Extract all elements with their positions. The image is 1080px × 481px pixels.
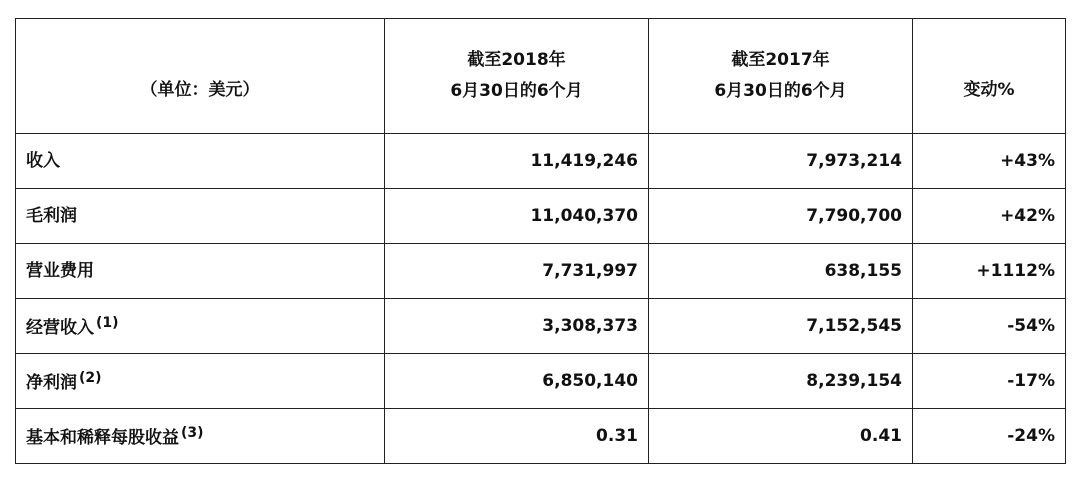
value-2017-cell bbox=[649, 244, 913, 299]
change-value: +42% bbox=[1000, 205, 1055, 226]
unit-label: （单位：美元） bbox=[140, 79, 260, 100]
financial-table-container bbox=[15, 18, 1066, 464]
value-2017-cell bbox=[649, 409, 913, 464]
value-2018-cell bbox=[385, 189, 649, 244]
value-2017-cell bbox=[649, 299, 913, 354]
change-cell bbox=[913, 134, 1066, 189]
change-cell bbox=[913, 299, 1066, 354]
value-2017: 7,152,545 bbox=[806, 315, 902, 336]
table-row bbox=[16, 354, 1066, 409]
table-row bbox=[16, 244, 1066, 299]
change-cell bbox=[913, 244, 1066, 299]
row-label-cell bbox=[16, 134, 385, 189]
value-2018: 11,040,370 bbox=[530, 205, 638, 226]
footnote-marker: (2) bbox=[79, 369, 102, 386]
value-2018: 0.31 bbox=[596, 425, 638, 446]
value-2018: 6,850,140 bbox=[542, 370, 638, 391]
change-header-cell bbox=[913, 19, 1066, 134]
table-row bbox=[16, 299, 1066, 354]
value-2018-cell bbox=[385, 134, 649, 189]
row-label-cell bbox=[16, 409, 385, 464]
period-2018-header-cell bbox=[385, 19, 649, 134]
value-2018: 11,419,246 bbox=[530, 150, 638, 171]
row-label: 营业费用 bbox=[26, 260, 94, 281]
financial-summary-table bbox=[15, 18, 1066, 464]
footnote-marker: (3) bbox=[181, 424, 204, 441]
value-2017: 638,155 bbox=[824, 260, 902, 281]
value-2018-cell bbox=[385, 409, 649, 464]
value-2017: 7,790,700 bbox=[806, 205, 902, 226]
table-row bbox=[16, 134, 1066, 189]
change-value: -17% bbox=[1007, 370, 1055, 391]
value-2017-cell bbox=[649, 354, 913, 409]
value-2017-cell bbox=[649, 189, 913, 244]
footnote-marker: (1) bbox=[96, 314, 119, 331]
table-header-row bbox=[16, 19, 1066, 134]
row-label: 经营收入 bbox=[26, 317, 94, 338]
row-label: 基本和稀释每股收益 bbox=[26, 427, 179, 448]
value-2017: 0.41 bbox=[860, 425, 902, 446]
change-cell bbox=[913, 409, 1066, 464]
value-2017: 8,239,154 bbox=[806, 370, 902, 391]
period-2017-line2: 6月30日的6个月 bbox=[714, 81, 847, 101]
table-row bbox=[16, 189, 1066, 244]
value-2018-cell bbox=[385, 354, 649, 409]
row-label-cell bbox=[16, 244, 385, 299]
period-2018-line2: 6月30日的6个月 bbox=[450, 81, 583, 101]
change-header-label: 变动% bbox=[963, 79, 1015, 100]
period-2017-line1: 截至2017年 bbox=[731, 50, 830, 70]
row-label: 净利润 bbox=[26, 372, 77, 393]
row-label-cell bbox=[16, 299, 385, 354]
table-row bbox=[16, 409, 1066, 464]
change-value: -54% bbox=[1007, 315, 1055, 336]
change-value: -24% bbox=[1007, 425, 1055, 446]
period-2018-line1: 截至2018年 bbox=[467, 50, 566, 70]
row-label-cell bbox=[16, 354, 385, 409]
period-2017-header-cell bbox=[649, 19, 913, 134]
row-label: 毛利润 bbox=[26, 205, 77, 226]
change-value: +1112% bbox=[976, 260, 1055, 281]
change-value: +43% bbox=[1000, 150, 1055, 171]
change-cell bbox=[913, 354, 1066, 409]
row-label: 收入 bbox=[26, 150, 60, 171]
value-2018: 3,308,373 bbox=[542, 315, 638, 336]
value-2017: 7,973,214 bbox=[806, 150, 902, 171]
value-2018-cell bbox=[385, 244, 649, 299]
change-cell bbox=[913, 189, 1066, 244]
value-2017-cell bbox=[649, 134, 913, 189]
value-2018: 7,731,997 bbox=[542, 260, 638, 281]
row-label-cell bbox=[16, 189, 385, 244]
value-2018-cell bbox=[385, 299, 649, 354]
unit-header-cell bbox=[16, 19, 385, 134]
